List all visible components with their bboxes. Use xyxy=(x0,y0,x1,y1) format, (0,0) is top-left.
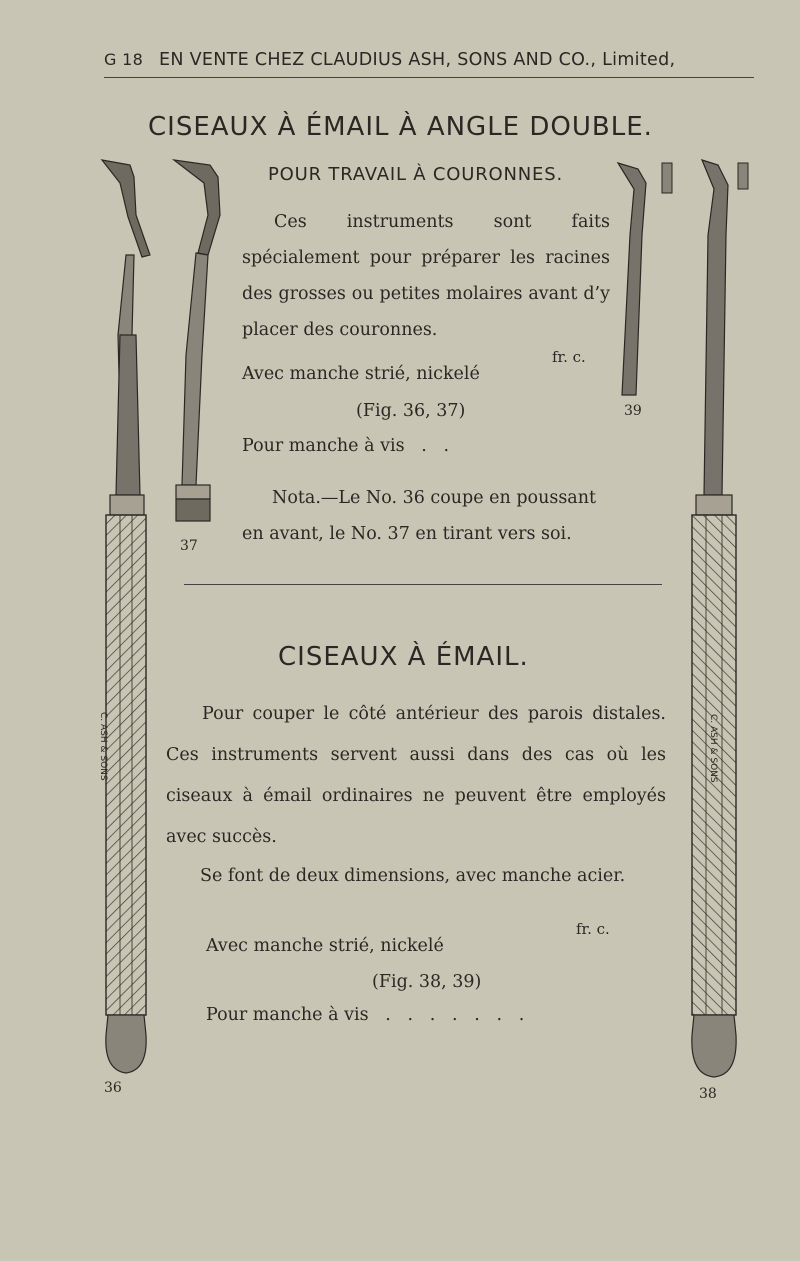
section1-price-header: fr. c. xyxy=(552,348,586,366)
section-divider xyxy=(184,584,662,585)
section1-note-cont: en avant, le No. 37 en tirant vers soi. xyxy=(242,524,572,544)
section1-paragraph xyxy=(242,204,610,348)
section1-note: Nota.—Le No. 36 coupe en poussant xyxy=(272,488,597,508)
fig38-instrument xyxy=(682,155,762,1085)
fig36-label: 36 xyxy=(104,1080,122,1096)
section2-item1-ref: (Fig. 38, 39) xyxy=(372,972,482,992)
fig36-stamp: C. ASH & SONS xyxy=(98,712,108,781)
section2-paragraph-text: Pour couper le côté antérieur des parois distales. Ces instruments servent aussi dans des cas où les ciseaux à émail ordinaires ne peuvent être employés avec succès. xyxy=(166,704,666,847)
fig36-instrument xyxy=(90,155,170,1085)
page-number: G 18 xyxy=(104,50,144,69)
fig39-label: 39 xyxy=(624,403,642,419)
section2-item2: Pour manche à vis . . . . . . . xyxy=(206,1005,525,1025)
section1-item1: Avec manche strié, nickelé xyxy=(242,364,480,384)
section1-item2: Pour manche à vis . . xyxy=(242,436,450,456)
section1-paragraph-text: Ces instruments sont faits spécialement pour préparer les racines des grosses ou petites molaires avant d’y placer des couronnes. xyxy=(242,212,610,340)
fig39-instrument xyxy=(608,155,688,405)
section2-price-header: fr. c. xyxy=(576,920,610,938)
section1-item1-ref: (Fig. 36, 37) xyxy=(356,401,466,421)
section1-title: CISEAUX À ÉMAIL À ANGLE DOUBLE. xyxy=(148,112,653,142)
page-header xyxy=(104,50,675,70)
fig38-stamp: C. ASH & SONS xyxy=(708,714,718,783)
section2-item1: Avec manche strié, nickelé xyxy=(206,936,444,956)
section2-paragraph xyxy=(166,694,666,858)
fig38-label: 38 xyxy=(699,1086,717,1102)
fig37-label: 37 xyxy=(180,538,198,554)
header-text: EN VENTE CHEZ CLAUDIUS ASH, SONS AND CO., Limited, xyxy=(159,50,676,70)
fig37-instrument xyxy=(168,155,238,525)
section1-subtitle: POUR TRAVAIL À COURONNES. xyxy=(268,164,563,185)
header-rule xyxy=(104,77,754,78)
section2-title: CISEAUX À ÉMAIL. xyxy=(278,642,529,672)
section2-dimensions: Se font de deux dimensions, avec manche acier. xyxy=(200,866,626,886)
